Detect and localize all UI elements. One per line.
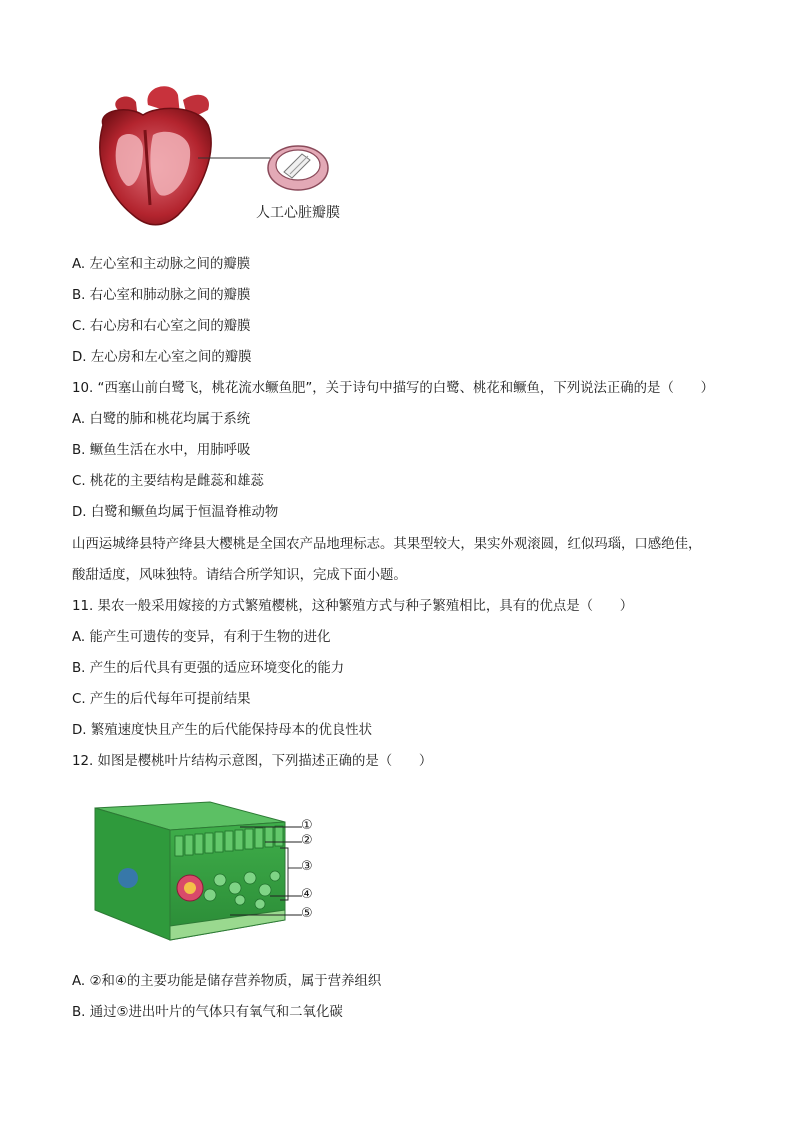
label-4: ④ bbox=[301, 887, 313, 902]
leaf-cross-section bbox=[90, 800, 330, 950]
q9-option-c: C. 右心房和右心室之间的瓣膜 bbox=[72, 319, 251, 334]
q10-option-d: D. 白鹭和鳜鱼均属于恒温脊椎动物 bbox=[72, 505, 279, 520]
q12-stem: 12. 如图是樱桃叶片结构示意图，下列描述正确的是（ ） bbox=[72, 754, 433, 769]
q12-option-a: A. ②和④的主要功能是储存营养物质，属于营养组织 bbox=[72, 974, 382, 989]
q12-option-b: B. 通过⑤进出叶片的气体只有氧气和二氧化碳 bbox=[72, 1005, 343, 1020]
q10-option-c: C. 桃花的主要结构是雌蕊和雄蕊 bbox=[72, 474, 264, 489]
q11-option-b: B. 产生的后代具有更强的适应环境变化的能力 bbox=[72, 661, 345, 676]
q10-option-a: A. 白鹭的肺和桃花均属于系统 bbox=[72, 412, 251, 427]
passage-line-2: 酸甜适度，风味独特。请结合所学知识，完成下面小题。 bbox=[72, 568, 407, 583]
q11-option-a: A. 能产生可遗传的变异，有利于生物的进化 bbox=[72, 630, 331, 645]
passage-line-1: 山西运城绛县特产绛县大樱桃是全国农产品地理标志。其果型较大，果实外观滚圆，红似玛瑙，口感绝佳， bbox=[72, 537, 702, 552]
q9-option-b: B. 右心室和肺动脉之间的瓣膜 bbox=[72, 288, 251, 303]
figure-caption: 人工心脏瓣膜 bbox=[256, 205, 340, 221]
q11-option-d: D. 繁殖速度快且产生的后代能保持母本的优良性状 bbox=[72, 723, 373, 738]
q11-option-c: C. 产生的后代每年可提前结果 bbox=[72, 692, 251, 707]
artificial-valve-icon bbox=[268, 146, 328, 190]
q10-option-b: B. 鳜鱼生活在水中，用肺呼吸 bbox=[72, 443, 251, 458]
q11-stem: 11. 果农一般采用嫁接的方式繁殖樱桃，这种繁殖方式与种子繁殖相比，具有的优点是（ ） bbox=[72, 599, 634, 614]
q9-option-d: D. 左心房和左心室之间的瓣膜 bbox=[72, 350, 252, 365]
q10-stem: 10. “西塞山前白鹭飞，桃花流水鳜鱼肥”，关于诗句中描写的白鹭、桃花和鳜鱼，下列说法正确的是（ ） bbox=[72, 381, 715, 396]
leaf-structure-figure bbox=[90, 800, 330, 950]
label-3: ③ bbox=[301, 859, 313, 874]
label-2: ② bbox=[301, 833, 313, 848]
label-1: ① bbox=[301, 818, 313, 833]
q9-option-a: A. 左心室和主动脉之间的瓣膜 bbox=[72, 257, 251, 272]
label-5: ⑤ bbox=[301, 906, 313, 921]
